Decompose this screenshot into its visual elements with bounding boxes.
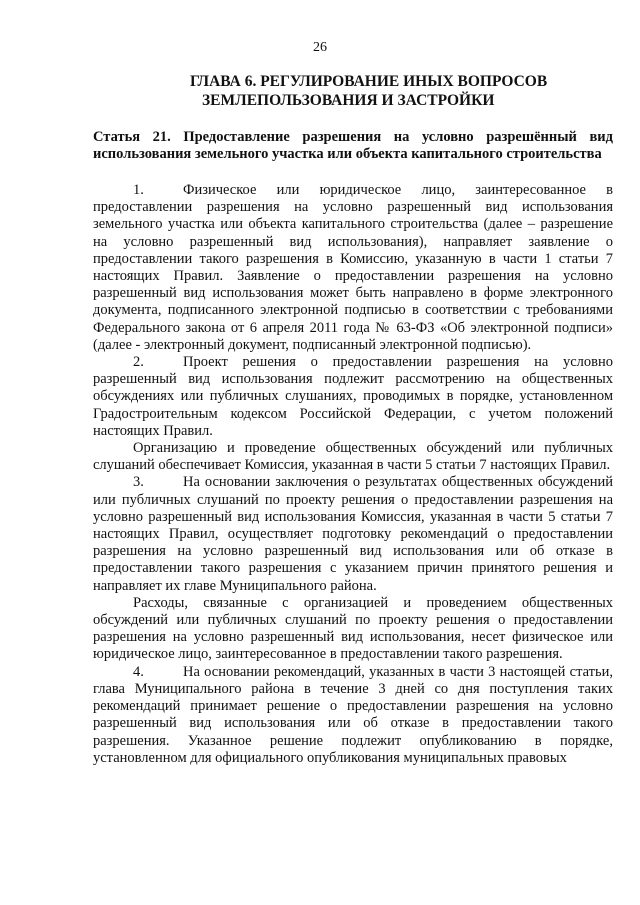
paragraph-text: Организацию и проведение общественных обсуждений или публичных слушаний обеспечивает Комиссия, указанная в части 5 статьи 7 настоящих Правил. (93, 440, 613, 474)
paragraph-3 (93, 474, 613, 594)
paragraph-number: 2. (133, 354, 144, 371)
page-number: 26 (313, 40, 327, 55)
paragraph-number: 3. (133, 474, 144, 491)
paragraph-2-continued (93, 440, 613, 474)
paragraph-1 (93, 182, 613, 354)
paragraph-text: На основании заключения о результатах общественных обсуждений или публичных слушаний по проекту решения о предоставлении разрешения на условно разрешенный вид использования Комиссия, указанная в части 5 статьи 7 настоящих Правил, осуществляет подготовку рекомендаций о предоставлении разрешения на условно разрешенный вид использования или об отказе в предоставлении такого разрешения с указанием причин принятого решения и направляет их главе Муниципального района. (93, 474, 613, 594)
paragraph-text: Проект решения о предоставлении разрешения на условно разрешенный вид использования подлежит рассмотрению на общественных обсуждениях или публичных слушаниях, проводимых в порядке, установленном Градостроительным кодексом Российской Федерации, с учетом положений настоящих Правил. (93, 354, 613, 439)
paragraph-2 (93, 354, 613, 440)
chapter-heading (190, 72, 570, 110)
paragraph-text: На основании рекомендаций, указанных в части 3 настоящей статьи, глава Муниципального района в течение 3 дней со дня поступления таких рекомендаций принимает решение о предоставлении разрешения на условно разрешенный вид использования или об отказе в предоставлении такого разрешения. Указанное решение подлежит опубликованию в порядке, установленном для официального опубликования муниципальных правовых (93, 663, 613, 766)
paragraph-text: Расходы, связанные с организацией и проведением общественных обсуждений или публичных слушаний по проекту решения о предоставлении разрешения на условно разрешенный вид использования, несет физическое или юридическое лицо, заинтересованное в предоставлении такого разрешения. (93, 594, 613, 663)
paragraph-text: Физическое или юридическое лицо, заинтересованное в предоставлении разрешения на условно разрешенный вид использования земельного участка или объекта капитального строительства (далее – разрешение на условно разрешенный вид использования), направляет заявление о предоставлении такого разрешения в Комиссию, указанную в части 1 статьи 7 настоящих Правил. Заявление о предоставлении разрешения на условно разрешенный вид использования может быть направлено в форме электронного документа, подписанного электронной подписью в соответствии с требованиями Федерального закона от 6 апреля 2011 года № 63-ФЗ «Об электронной подписи» (далее - электронный документ, подписанный электронной подписью). (93, 182, 613, 353)
paragraph-number: 4. (133, 663, 144, 680)
document-body (93, 182, 613, 767)
paragraph-3-continued (93, 595, 613, 664)
chapter-heading-line-2: ЗЕМЛЕПОЛЬЗОВАНИЯ И ЗАСТРОЙКИ (202, 92, 495, 109)
paragraph-4 (93, 664, 613, 767)
chapter-heading-line-1: ГЛАВА 6. РЕГУЛИРОВАНИЕ ИНЫХ ВОПРОСОВ (190, 73, 548, 90)
paragraph-number: 1. (133, 182, 144, 198)
article-title: Статья 21. Предоставление разрешения на условно разрешённый вид использования земельного участка или объекта капитального строительства (93, 129, 613, 162)
